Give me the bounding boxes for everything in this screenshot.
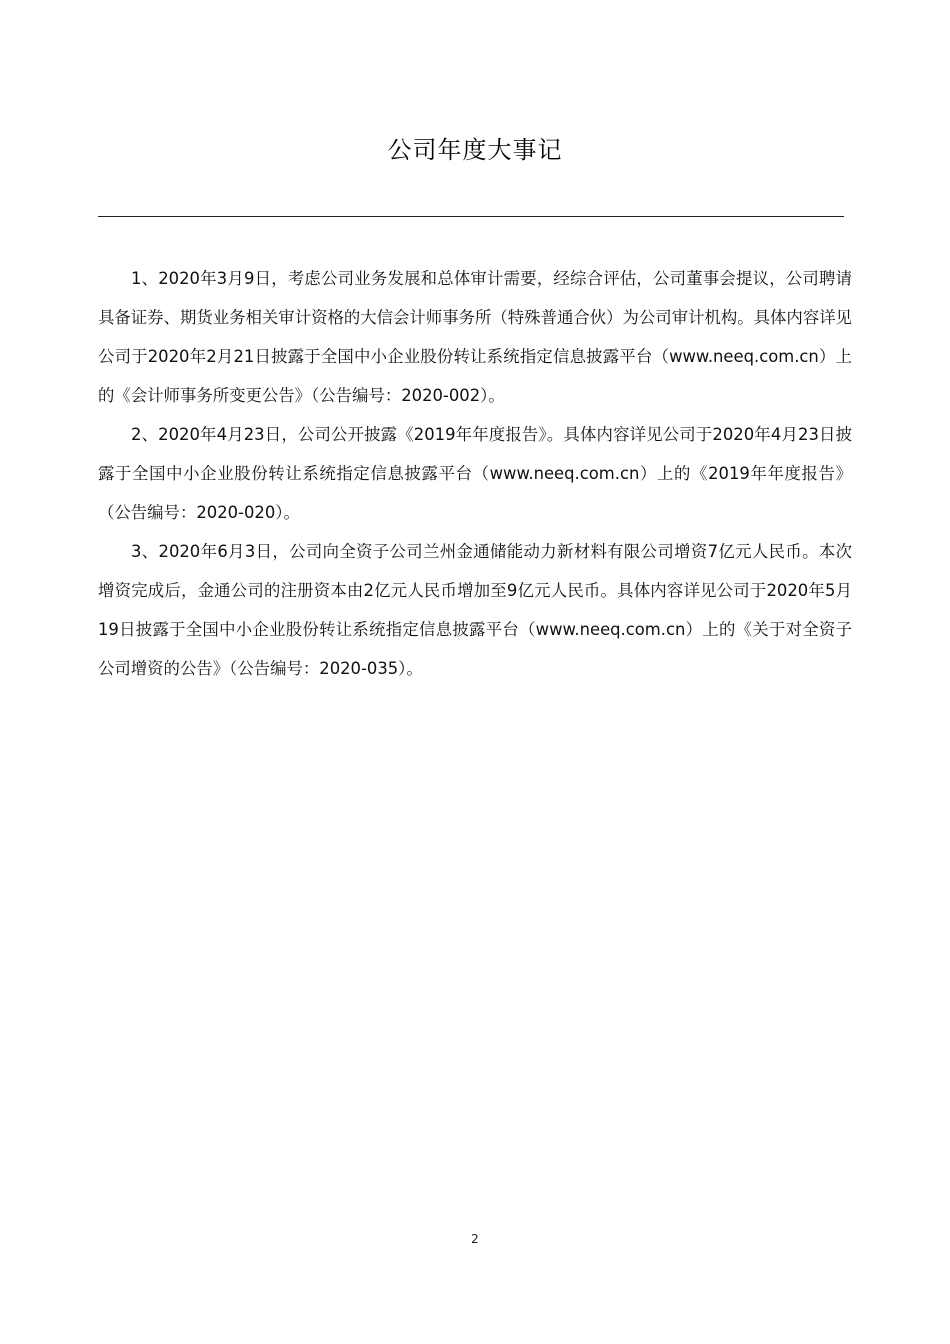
event-item-3: 3、2020年6月3日，公司向全资子公司兰州金通储能动力新材料有限公司增资7亿元人民币。本次增资完成后，金通公司的注册资本由2亿元人民币增加至9亿元人民币。具体内容详见公司于2020年5月19日披露于全国中小企业股份转让系统指定信息披露平台（www.neeq.com.cn）上的《关于对全资子公司增资的公告》（公告编号：2020-035）。 bbox=[98, 542, 852, 678]
events-body bbox=[98, 259, 852, 688]
event-item-2: 2、2020年4月23日，公司公开披露《2019年年度报告》。具体内容详见公司于2020年4月23日披露于全国中小企业股份转让系统指定信息披露平台（www.neeq.com.cn）上的《2019年年度报告》（公告编号：2020-020）。 bbox=[98, 425, 852, 522]
page-number: 2 bbox=[471, 1232, 479, 1246]
title-divider bbox=[98, 216, 844, 217]
event-item-1: 1、2020年3月9日，考虑公司业务发展和总体审计需要，经综合评估，公司董事会提议，公司聘请具备证券、期货业务相关审计资格的大信会计师事务所（特殊普通合伙）为公司审计机构。具体内容详见公司于2020年2月21日披露于全国中小企业股份转让系统指定信息披露平台（www.neeq.com.cn）上的《会计师事务所变更公告》（公告编号：2020-002）。 bbox=[98, 269, 852, 405]
page-title: 公司年度大事记 bbox=[387, 136, 563, 164]
